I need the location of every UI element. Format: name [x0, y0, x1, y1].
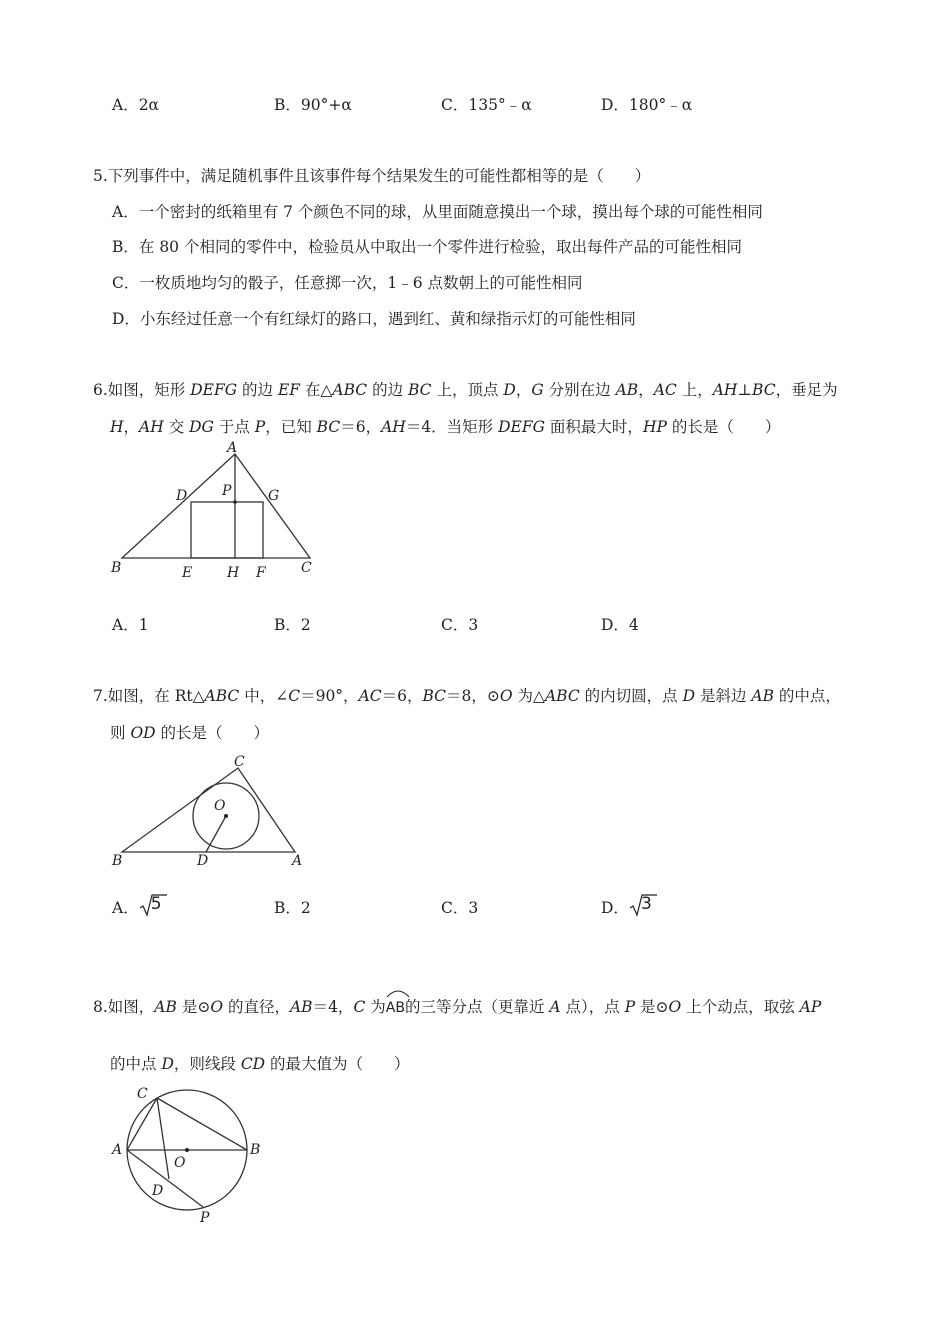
- q5-option-b: B．在 80 个相同的零件中，检验员从中取出一个零件进行检验，取出每件产品的可能性相同: [112, 238, 742, 256]
- label-d: D: [176, 488, 188, 504]
- q5-option-c: C．一枚质地均匀的骰子，任意掷一次，1﹣6 点数朝上的可能性相同: [112, 274, 583, 292]
- label-a: A: [292, 853, 303, 869]
- label-b: B: [111, 560, 122, 576]
- label-c: C: [301, 560, 312, 576]
- q5-stem: 5.下列事件中，满足随机事件且该事件每个结果发生的可能性都相等的是（ ）: [93, 167, 651, 185]
- q6-option-c: C．3: [441, 616, 479, 634]
- label-e: E: [182, 565, 193, 581]
- sqrt-3: 3: [629, 898, 652, 918]
- label-o: O: [174, 1155, 186, 1171]
- q6-option-b: B．2: [274, 616, 311, 634]
- label-p: P: [222, 483, 232, 499]
- q7-option-c: C．3: [441, 899, 479, 917]
- q6-stem-line1: 6.如图，矩形 DEFG 的边 EF 在△ABC 的边 BC 上，顶点 D，G 分别在边 AB，AC 上，AH⊥BC，垂足为: [93, 381, 838, 399]
- label-g: G: [268, 488, 280, 504]
- q4-option-a: A．2α: [112, 96, 160, 114]
- q6-option-d: D．4: [601, 616, 639, 634]
- q8-figure: [105, 1080, 275, 1230]
- label-h: H: [227, 565, 240, 581]
- label-a: A: [112, 1142, 123, 1158]
- q7-option-d: D． 3: [601, 898, 652, 918]
- label-f: F: [256, 565, 266, 581]
- sqrt-5: 5: [139, 898, 162, 918]
- label-o: O: [214, 798, 226, 814]
- q7-option-a: A． 5: [112, 898, 162, 918]
- label-p: P: [200, 1210, 210, 1226]
- label-d: D: [152, 1183, 164, 1199]
- q8-stem-line2: 的中点 D，则线段 CD 的最大值为（ ）: [110, 1055, 410, 1073]
- q4-option-c: C．135°﹣α: [441, 96, 532, 114]
- label-c: C: [234, 754, 245, 770]
- q8-stem-line1: 8.如图，AB 是⊙O 的直径，AB＝4，C 为 AB的三等分点（更靠近 A 点），点 P 是⊙O 上个动点，取弦 AP: [93, 997, 821, 1018]
- label-b: B: [250, 1142, 261, 1158]
- q4-option-d: D．180°﹣α: [601, 96, 693, 114]
- label-b: B: [112, 853, 123, 869]
- label-d: D: [197, 853, 209, 869]
- q7-option-b: B．2: [274, 899, 311, 917]
- arc-ab: AB: [386, 997, 405, 1018]
- q6-figure: [105, 440, 335, 585]
- q6-option-a: A．1: [112, 616, 149, 634]
- q7-stem-line2: 则 OD 的长是（ ）: [110, 724, 270, 742]
- q6-stem-line2: H，AH 交 DG 于点 P，已知 BC＝6，AH＝4．当矩形 DEFG 面积最大时，HP 的长是（ ）: [110, 418, 781, 436]
- label-a: A: [227, 440, 238, 456]
- q5-option-a: A．一个密封的纸箱里有 7 个颜色不同的球，从里面随意摸出一个球，摸出每个球的可能性相同: [112, 203, 763, 221]
- q7-stem-line1: 7.如图，在 Rt△ABC 中，∠C＝90°，AC＝6，BC＝8，⊙O 为△ABC 的内切圆，点 D 是斜边 AB 的中点，: [93, 687, 841, 705]
- label-c: C: [137, 1086, 148, 1102]
- q4-option-b: B．90°+α: [274, 96, 352, 114]
- q7-figure: [105, 748, 315, 873]
- q5-option-d: D．小东经过任意一个有红绿灯的路口，遇到红、黄和绿指示灯的可能性相同: [112, 310, 636, 328]
